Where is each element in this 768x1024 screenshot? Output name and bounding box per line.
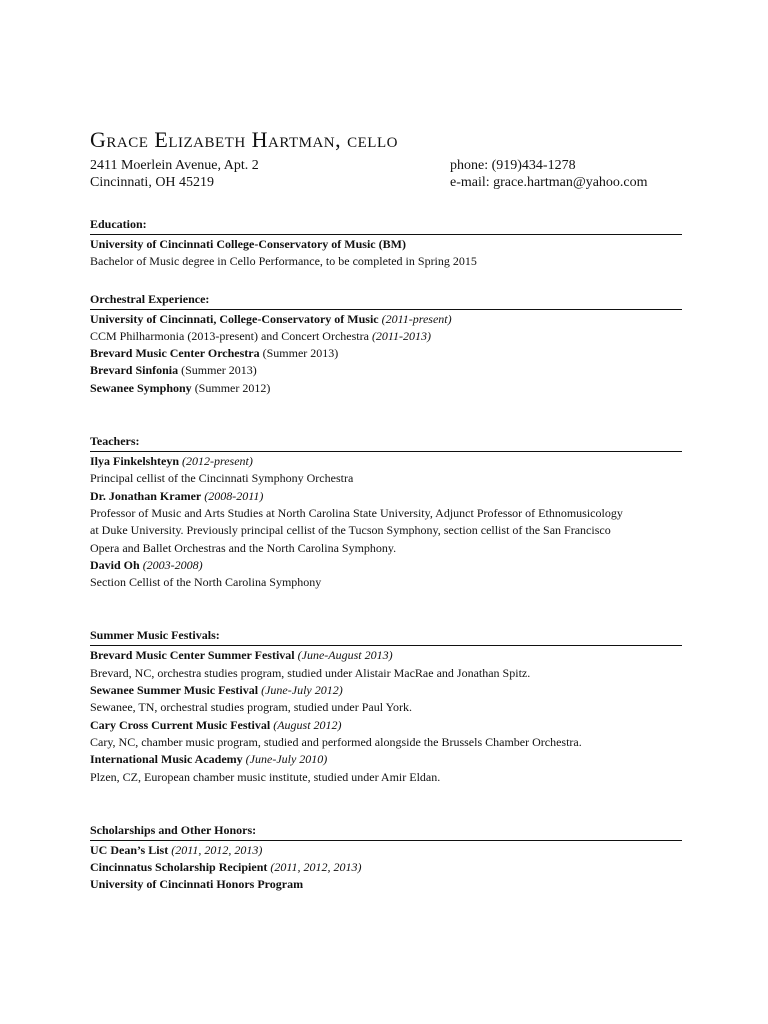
festival-entry [90, 647, 682, 664]
section-divider [90, 309, 682, 310]
section-divider [90, 451, 682, 452]
festival-entry [90, 717, 682, 734]
teacher-dates: (2008-2011) [204, 488, 264, 503]
email: e-mail: grace.hartman@yahoo.com [450, 175, 648, 190]
education-title: Education: [90, 217, 147, 231]
orchestral-item-text: CCM Philharmonia (2013-present) and Concert Orchestra [90, 328, 372, 343]
orchestral-item [90, 345, 682, 362]
orchestral-title: Orchestral Experience: [90, 291, 210, 306]
teacher-dates: (2012-present) [182, 454, 253, 469]
orchestral-item-name: Brevard Music Center Orchestra [90, 346, 260, 361]
festival-name: International Music Academy [90, 752, 243, 767]
address-line-2: Cincinnati, OH 45219 [90, 175, 215, 190]
contact-block [90, 157, 682, 191]
section-divider [90, 840, 682, 841]
address-line-1: 2411 Moerlein Avenue, Apt. 2 [90, 158, 259, 173]
address-block [90, 157, 259, 191]
festival-dates: (June-July 2012) [261, 683, 343, 698]
honor-dates: (2011, 2012, 2013) [171, 842, 263, 857]
festival-entry [90, 682, 682, 699]
resume-content [90, 126, 682, 894]
honor-dates: (2011, 2012, 2013) [270, 860, 362, 875]
festival-name: Sewanee Summer Music Festival [90, 683, 259, 698]
teacher-description: Principal cellist of the Cincinnati Symphony Orchestra [90, 471, 354, 486]
festivals-section [90, 628, 682, 785]
section-divider [90, 234, 682, 235]
teachers-title: Teachers: [90, 434, 140, 449]
orchestral-item-text: (Summer 2012) [191, 380, 271, 395]
teacher-description: Professor of Music and Arts Studies at North Carolina State University, Adjunct Professor of Ethnomusicology [90, 505, 623, 520]
resume-name: Grace Elizabeth Hartman, cello [90, 127, 398, 152]
section-divider [90, 645, 682, 646]
teacher-description: Section Cellist of the North Carolina Symphony [90, 575, 322, 590]
festival-description: Plzen, CZ, European chamber music institute, studied under Amir Eldan. [90, 769, 441, 784]
teacher-entry [90, 488, 682, 505]
honor-entry [90, 842, 682, 859]
honor-name: Cincinnatus Scholarship Recipient [90, 860, 268, 875]
honors-title: Scholarships and Other Honors: [90, 822, 257, 837]
festival-dates: (June-August 2013) [297, 648, 393, 663]
orchestral-item [90, 311, 682, 328]
teacher-entry [90, 453, 682, 470]
orchestral-item-name: University of Cincinnati, College-Conservatory of Music [90, 311, 379, 326]
orchestral-item-text: (Summer 2013) [178, 363, 257, 378]
teacher-description: Opera and Ballet Orchestras and the North Carolina Symphony. [90, 540, 397, 555]
teacher-name: Ilya Finkelshteyn [90, 454, 180, 469]
education-section [90, 217, 682, 271]
teacher-description: at Duke University. Previously principal cellist of the Tucson Symphony, section cellist of the San Francisco [90, 523, 611, 538]
orchestral-item [90, 362, 682, 379]
teacher-entry [90, 557, 682, 574]
teachers-section [90, 434, 682, 591]
festival-dates: (August 2012) [273, 717, 342, 732]
festival-description: Cary, NC, chamber music program, studied and performed alongside the Brussels Chamber Orchestra. [90, 734, 582, 749]
honors-section [90, 823, 682, 894]
teacher-name: David Oh [90, 557, 140, 572]
phone-email-block [450, 157, 682, 191]
festival-description: Brevard, NC, orchestra studies program, studied under Alistair MacRae and Jonathan Spitz. [90, 665, 531, 680]
teacher-dates: (2003-2008) [142, 557, 203, 572]
orchestral-item-name: Brevard Sinfonia [90, 363, 179, 378]
festival-dates: (June-July 2010) [245, 752, 328, 767]
teacher-name: Dr. Jonathan Kramer [90, 488, 202, 503]
festival-name: Cary Cross Current Music Festival [90, 717, 271, 732]
honor-entry: University of Cincinnati Honors Program [90, 877, 304, 892]
orchestral-item [90, 328, 682, 345]
orchestral-item [90, 380, 682, 397]
festival-description: Sewanee, TN, orchestral studies program, studied under Paul York. [90, 700, 413, 715]
festival-name: Brevard Music Center Summer Festival [90, 648, 295, 663]
orchestral-item-name: Sewanee Symphony [90, 380, 192, 395]
education-degree: Bachelor of Music degree in Cello Performance, to be completed in Spring 2015 [90, 254, 477, 269]
festivals-title: Summer Music Festivals: [90, 628, 220, 643]
orchestral-item-dates: (2011-2013) [371, 328, 432, 343]
orchestral-item-text: (Summer 2013) [259, 346, 339, 361]
phone: phone: (919)434-1278 [450, 158, 576, 173]
orchestral-item-dates: (2011-present) [381, 311, 452, 326]
orchestral-section [90, 292, 682, 397]
education-school: University of Cincinnati College-Conservatory of Music (BM) [90, 237, 406, 251]
festival-entry [90, 751, 682, 768]
honor-name: UC Dean’s List [90, 842, 169, 857]
honor-entry [90, 859, 682, 876]
